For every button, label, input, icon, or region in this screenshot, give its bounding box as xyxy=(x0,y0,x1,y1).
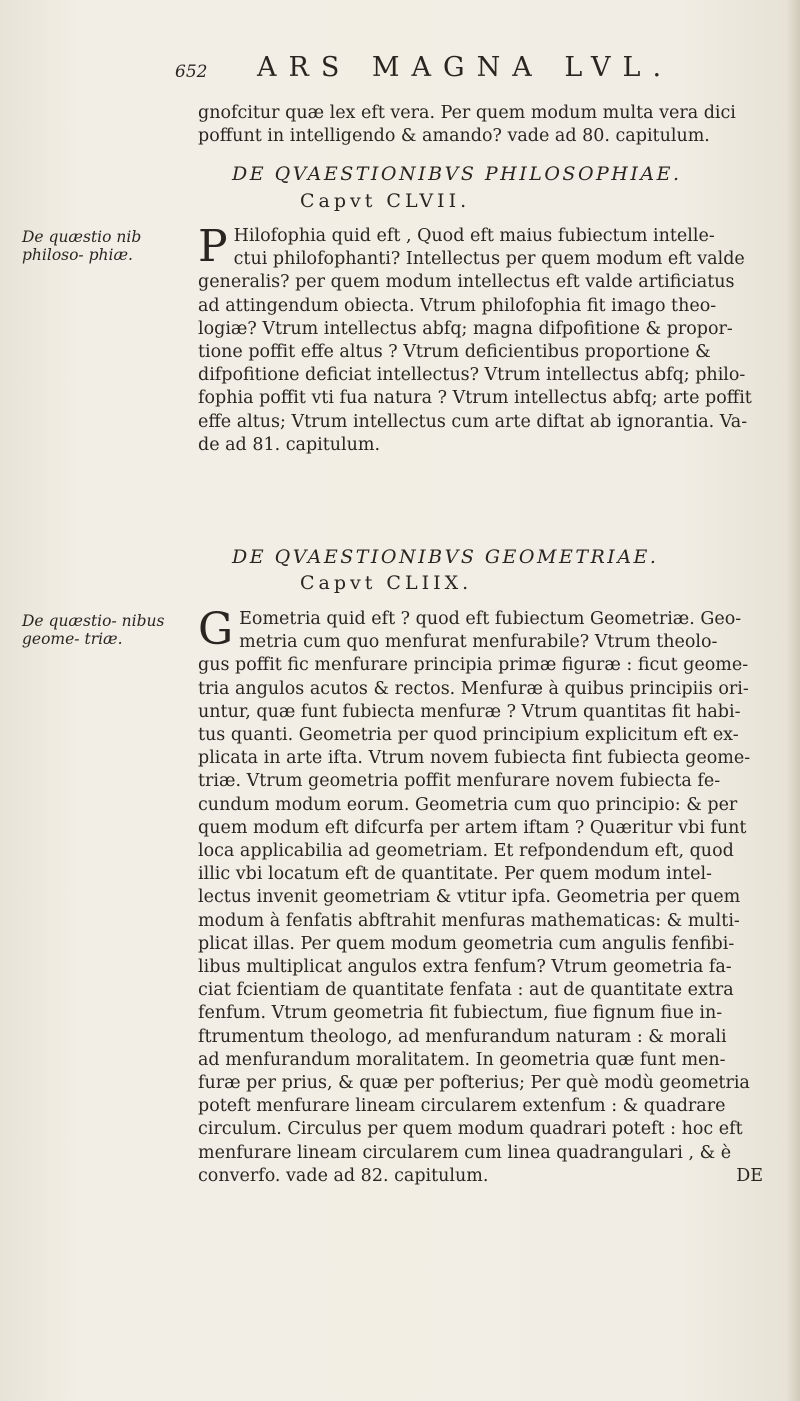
text-line: fenfum. Vtrum geometria fit fubiectum, fiue fignum fiue in- xyxy=(198,1003,723,1024)
text-line: plicat illas. Per quem modum geometria cum angulis fenfibi- xyxy=(198,933,735,954)
text-line: libus multiplicat angulos extra fenfum? Vtrum geometria fa- xyxy=(198,957,732,978)
chapter-label-158: Capvt CLIIX. xyxy=(300,572,473,594)
text-line: gus poffit fic menfurare principia primæ figuræ : ficut geome- xyxy=(198,655,749,676)
text-line: untur, quæ funt fubiecta menfuræ ? Vtrum quantitas fit habi- xyxy=(198,701,741,722)
margin-note-geometry: De quæstio- nibus geome- triæ. xyxy=(22,612,165,648)
text-line: poteft menfurare lineam circularem extenfum : & quadrare xyxy=(198,1096,726,1117)
chapter-label-157: Capvt CLVII. xyxy=(300,190,471,212)
text-line: triæ. Vtrum geometria poffit menfurare novem fubiecta fe- xyxy=(198,771,721,792)
text-line: circulum. Circulus per quem modum quadrari poteft : hoc eft xyxy=(198,1119,743,1140)
text-line: quem modum eft difcurfa per artem iftam ? Quæritur vbi funt xyxy=(198,817,747,838)
text-line: ciat fcientiam de quantitate fenfata : aut de quantitate extra xyxy=(198,980,734,1001)
page-number: 652 xyxy=(175,62,208,82)
text-line: ctui philofophanti? Intellectus per quem modum eft valde xyxy=(233,249,745,270)
page-edge-shadow xyxy=(786,0,800,1401)
text-line: menfurare lineam circularem cum linea quadrangulari , & è xyxy=(198,1142,732,1163)
text-line: de ad 81. capitulum. xyxy=(198,434,381,455)
drop-capital: G xyxy=(198,604,234,655)
text-line: ftrumentum theologo, ad menfurandum naturam : & morali xyxy=(198,1026,727,1047)
text-line: ad attingendum obiecta. Vtrum philofophia fit imago theo- xyxy=(198,295,717,316)
text-line: logiæ? Vtrum intellectus abfq; magna difpofitione & propor- xyxy=(198,318,733,339)
section-body-philosophy xyxy=(198,221,763,457)
text-line: illic vbi locatum eft de quantitate. Per quem modum intel- xyxy=(198,864,712,885)
text-line: ad menfurandum moralitatem. In geometria quæ funt men- xyxy=(198,1049,726,1070)
text-line: cundum modum eorum. Geometria cum quo principio: & per xyxy=(198,794,738,815)
section-title-geometry: DE QVAESTIONIBVS GEOMETRIAE. xyxy=(232,546,659,568)
text-line: poffunt in intelligendo & amando? vade ad 80. capitulum. xyxy=(198,126,710,147)
intro-paragraph xyxy=(198,102,763,148)
text-line: furæ per prius, & quæ per pofterius; Per què modù geometria xyxy=(198,1073,750,1094)
text-line: metria cum quo menfurat menfurabile? Vtrum theolo- xyxy=(239,632,718,653)
drop-capital: P xyxy=(198,221,228,272)
text-line-last xyxy=(198,1165,763,1188)
text-line: loca applicabilia ad geometriam. Et refpondendum eft, quod xyxy=(198,841,734,862)
text-line: plicata in arte ifta. Vtrum novem fubiecta fint fubiecta geome- xyxy=(198,748,751,769)
text-line: effe altus; Vtrum intellectus cum arte diftat ab ignorantia. Va- xyxy=(198,411,748,432)
text-line: converfo. vade ad 82. capitulum. xyxy=(198,1165,489,1186)
text-line: fophia poffit vti fua natura ? Vtrum intellectus abfq; arte poffit xyxy=(198,388,752,409)
section-title-philosophy: DE QVAESTIONIBVS PHILOSOPHIAE. xyxy=(232,163,682,185)
text-line: Hilofophia quid eft , Quod eft maius fubiectum intelle- xyxy=(233,226,715,246)
text-line: tus quanti. Geometria per quod principium explicitum eft ex- xyxy=(198,725,739,746)
text-line: lectus invenit geometriam & vtitur ipfa. Geometria per quem xyxy=(198,887,741,908)
text-line: difpofitione deficiat intellectus? Vtrum intellectus abfq; philo- xyxy=(198,365,746,386)
margin-note-philosophy: De quæstio nib philoso- phiæ. xyxy=(22,228,142,264)
text-line: generalis? per quem modum intellectus eft valde artificiatus xyxy=(198,272,735,293)
catchword: DE xyxy=(736,1165,763,1186)
text-line: tione poffit effe altus ? Vtrum deficientibus proportione & xyxy=(198,342,711,363)
page-header xyxy=(175,52,775,86)
text-line: modum à fenfatis abftrahit menfuras mathematicas: & multi- xyxy=(198,910,740,931)
running-title: ARS MAGNA LVL. xyxy=(257,52,674,83)
text-line: Eometria quid eft ? quod eft fubiectum Geometriæ. Geo- xyxy=(239,609,742,629)
text-line: gnofcitur quæ lex eft vera. Per quem modum multa vera dici xyxy=(198,103,736,123)
text-line: tria angulos acutos & rectos. Menfuræ à quibus principiis ori- xyxy=(198,678,749,699)
section-body-geometry xyxy=(198,604,763,1188)
